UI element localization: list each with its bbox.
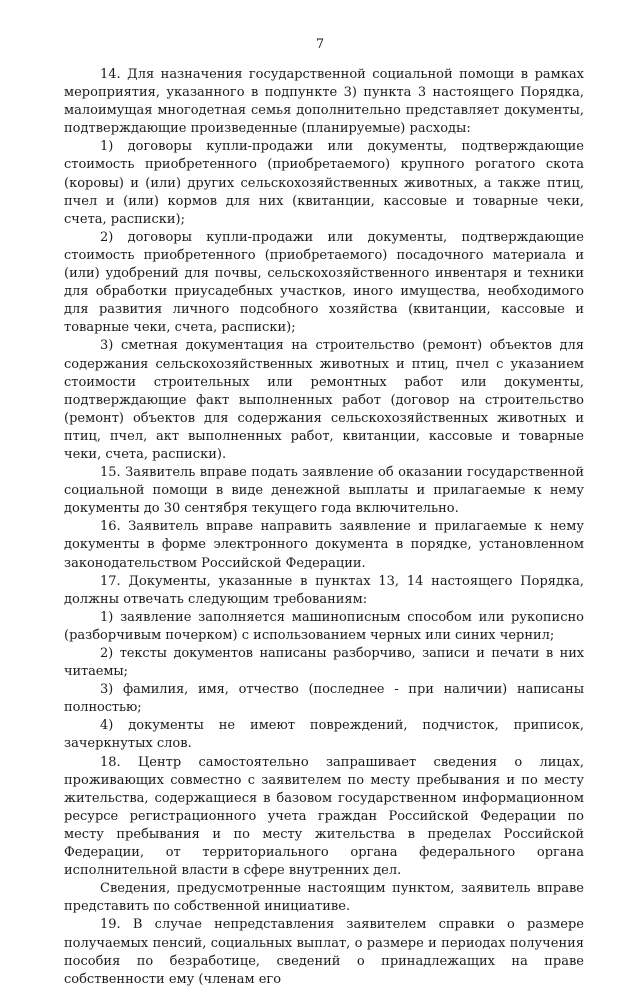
paragraph-19: 19. В случае непредставления заявителем справки о размере получаемых пенсий, социальных выплат, о размере и периодах получения пособия по безработице, сведений о принадлежащих на праве собственности ему (членам его xyxy=(64,917,584,987)
page-number: 7 xyxy=(315,37,325,52)
paragraph-17: 17. Документы, указанные в пунктах 13, 14 настоящего Порядка, должны отвечать следующим требованиям: xyxy=(64,573,584,607)
paragraph-18-note: Сведения, предусмотренные настоящим пунктом, заявитель вправе представить по собственной инициативе. xyxy=(64,881,584,915)
paragraph-14-item-3: 3) сметная документация на строительство (ремонт) объектов для содержания сельскохозяйственных животных и птиц, пчел с указанием стоимости строительных или ремонтных работ или документы, подтверждающие факт выполненных работ (договор на строительство (ремонт) объектов для содержания сельскохозяйственных животных и птиц, пчел, акт выполненных работ, квитанции, кассовые и товарные чеки, счета, расписки). xyxy=(64,338,584,462)
paragraph-14-item-2: 2) договоры купли-продажи или документы, подтверждающие стоимость приобретенного (приобретаемого) посадочного материала и (или) удобрений для почвы, сельскохозяйственного инвентаря и техники для обработки приусадебных участков, иного имущества, необходимого для развития личного подсобного хозяйства (квитанции, кассовые и товарные чеки, счета, расписки); xyxy=(64,229,584,336)
paragraph-17-item-4: 4) документы не имеют повреждений, подчисток, приписок, зачеркнутых слов. xyxy=(64,718,584,752)
paragraph-17-item-2: 2) тексты документов написаны разборчиво, записи и печати в них читаемы; xyxy=(64,646,584,680)
paragraph-14: 14. Для назначения государственной социальной помощи в рамках мероприятия, указанного в подпункте 3) пункта 3 настоящего Порядка, малоимущая многодетная семья дополнительно представляет документы, подтверждающие произведенные (планируемые) расходы: xyxy=(64,67,584,137)
paragraph-18: 18. Центр самостоятельно запрашивает сведения о лицах, проживающих совместно с заявителем по месту пребывания и по месту жительства, содержащиеся в базовом государственном информационном ресурсе регистрационного учета граждан Российской Федерации по месту пребывания и по месту жительства в пределах Российской Федерации, от территориального органа федерального органа исполнительной власти в сфере внутренних дел. xyxy=(64,754,584,879)
paragraph-15: 15. Заявитель вправе подать заявление об оказании государственной социальной помощи в виде денежной выплаты и прилагаемые к нему документы до 30 сентября текущего года включительно. xyxy=(64,465,584,517)
paragraph-17-item-3: 3) фамилия, имя, отчество (последнее - при наличии) написаны полностью; xyxy=(64,682,584,716)
document-body xyxy=(64,66,584,989)
paragraph-17-item-1: 1) заявление заполняется машинописным способом или рукописно (разборчивым почерком) с использованием черных или синих чернил; xyxy=(64,609,584,643)
paragraph-14-item-1: 1) договоры купли-продажи или документы, подтверждающие стоимость приобретенного (приобретаемого) крупного рогатого скота (коровы) и (или) других сельскохозяйственных животных, а также птиц, пчел и (или) кормов для них (квитанции, кассовые и товарные чеки, счета, расписки); xyxy=(64,139,584,227)
paragraph-16: 16. Заявитель вправе направить заявление и прилагаемые к нему документы в форме электронного документа в порядке, установленном законодательством Российской Федерации. xyxy=(64,519,584,571)
